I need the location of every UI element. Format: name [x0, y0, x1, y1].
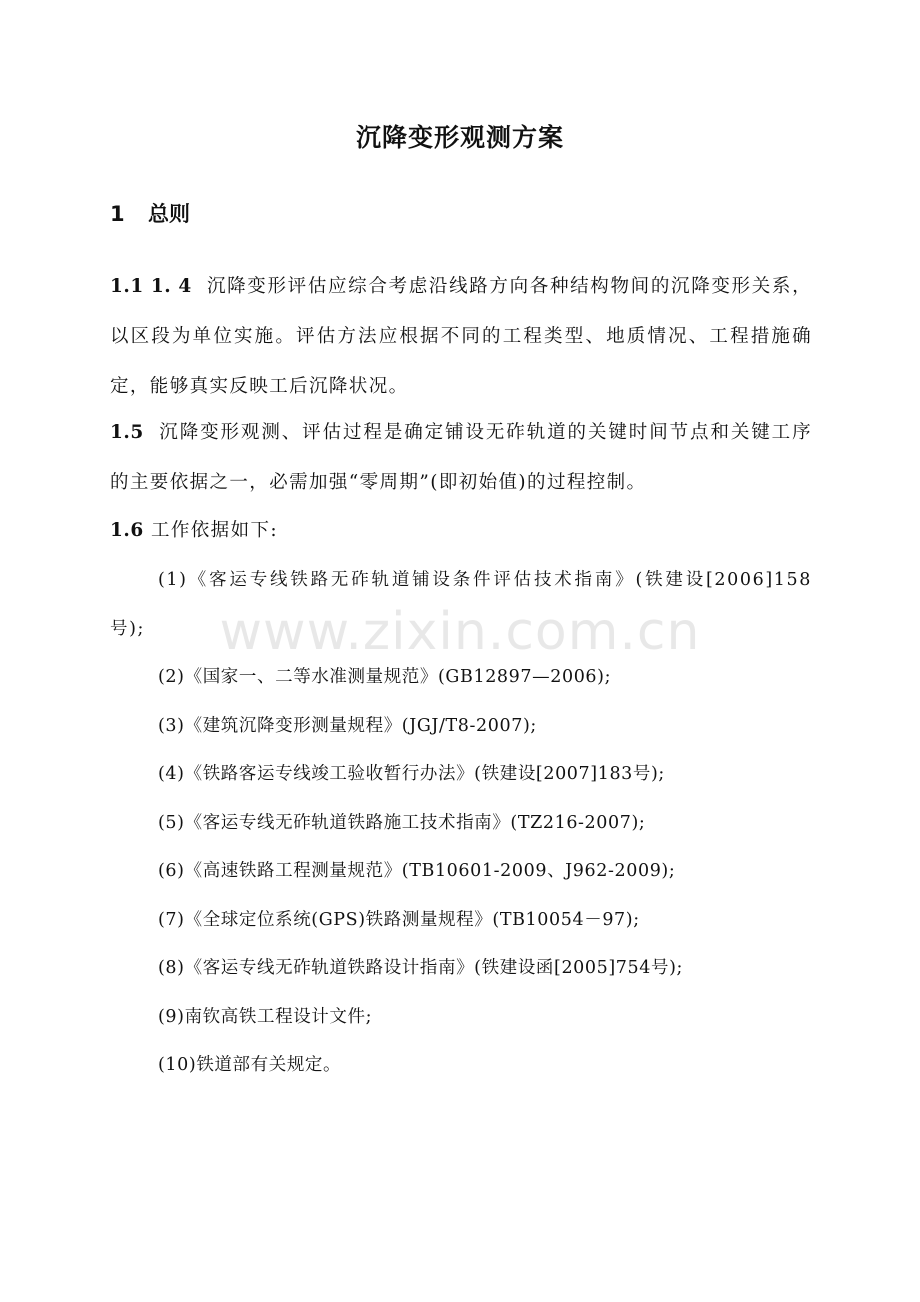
reference-item: (4)《铁路客运专线竣工验收暂行办法》(铁建设[2007]183号);	[158, 764, 665, 784]
paragraph-1-5	[110, 408, 812, 508]
paragraph-number: 1.5	[110, 422, 144, 443]
watermark: www.zixin.com.cn	[219, 602, 701, 662]
section-heading	[110, 198, 190, 228]
paragraph-number: 1.1 1. 4	[110, 276, 192, 297]
reference-item: (7)《全球定位系统(GPS)铁路测量规程》(TB10054－97);	[158, 909, 640, 930]
reference-item: (5)《客运专线无砟轨道铁路施工技术指南》(TZ216-2007);	[158, 812, 646, 833]
reference-list	[110, 556, 812, 1090]
paragraph-text: 工作依据如下:	[150, 520, 279, 541]
paragraph-text: 沉降变形评估应综合考虑沿线路方向各种结构物间的沉降变形关系，以区段为单位实施。评估方法应根据不同的工程类型、地质情况、工程措施确定，能够真实反映工后沉降状况。	[110, 276, 812, 397]
reference-item: (9)南钦高铁工程设计文件;	[158, 1006, 373, 1027]
reference-item: (2)《国家一、二等水准测量规范》(GB12897—2006);	[158, 667, 612, 687]
reference-item: (1)《客运专线铁路无砟轨道铺设条件评估技术指南》(铁建设[2006]158号);	[110, 570, 812, 639]
paragraph-number: 1.6	[110, 520, 144, 541]
paragraph-text: 沉降变形观测、评估过程是确定铺设无砟轨道的关键时间节点和关键工序的主要依据之一，必需加强“零周期”(即初始值)的过程控制。	[110, 422, 812, 493]
reference-item: (6)《高速铁路工程测量规范》(TB10601-2009、J962-2009);	[158, 861, 676, 881]
reference-item: (3)《建筑沉降变形测量规程》(JGJ/T8-2007);	[158, 715, 537, 736]
section-label: 总则	[148, 202, 190, 226]
reference-item: (10)铁道部有关规定。	[158, 1055, 342, 1075]
document-title: 沉降变形观测方案	[355, 123, 564, 152]
paragraph-1-6	[110, 506, 812, 556]
reference-item: (8)《客运专线无砟轨道铁路设计指南》(铁建设函[2005]754号);	[158, 958, 684, 978]
paragraph-1-1	[110, 262, 812, 412]
section-number: 1	[110, 202, 125, 226]
